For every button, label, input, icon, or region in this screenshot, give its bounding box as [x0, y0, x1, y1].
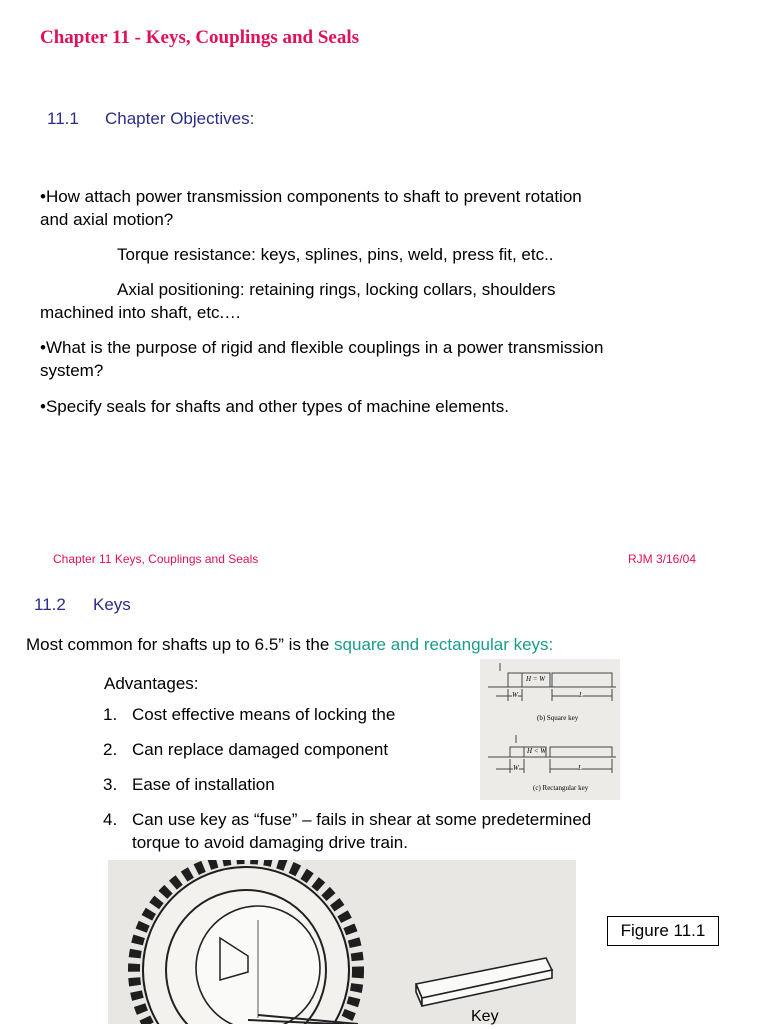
rect-key-l: L [578, 764, 582, 772]
advantage-item-3 [103, 773, 275, 796]
key-types-diagram [480, 659, 620, 800]
section-11-2-label: Keys [93, 595, 131, 614]
advantages-title: Advantages: [104, 674, 199, 693]
keys-intro-highlight: square and rectangular keys: [334, 635, 554, 654]
keys-intro-text: Most common for shafts up to 6.5” is the [26, 635, 335, 654]
gear-key-drawing [108, 860, 576, 1024]
torque-resistance-text: Torque resistance: keys, splines, pins, weld, press fit, etc.. [117, 245, 554, 264]
section-11-2-number: 11.2 [34, 595, 66, 614]
advantage-text: Cost effective means of locking the [132, 705, 396, 724]
square-key-caption: (b) Square key [537, 714, 579, 722]
axial-positioning-line-1: Axial positioning: retaining rings, locking collars, shoulders [117, 280, 556, 299]
key-types-drawing [480, 659, 620, 800]
square-key-w: W [512, 691, 518, 699]
footer-left: Chapter 11 Keys, Couplings and Seals [53, 552, 259, 566]
keys-intro [26, 633, 553, 656]
bullet-1-line-2: and axial motion? [40, 210, 174, 229]
advantage-number: 1. [103, 705, 118, 724]
advantage-text: Can replace damaged component [132, 740, 389, 759]
advantage-text: Ease of installation [132, 775, 275, 794]
square-key-dims: H = W [526, 675, 546, 683]
advantage-number: 3. [103, 775, 118, 794]
bullet-1-line-1: •How attach power transmission components to shaft to prevent rotation [40, 187, 582, 206]
gear-and-key-illustration [108, 860, 576, 1024]
footer-right: RJM 3/16/04 [628, 552, 697, 566]
chapter-title: Chapter 11 - Keys, Couplings and Seals [40, 27, 360, 48]
bullet-2-line-1: •What is the purpose of rigid and flexible couplings in a power transmission [40, 338, 604, 357]
advantage-number: 4. [103, 810, 118, 829]
square-key-l: L [579, 691, 583, 699]
axial-positioning-line-2: machined into shaft, etc.… [40, 303, 242, 322]
figure-label: Figure 11.1 [607, 916, 719, 946]
advantage-item-4-line-2: torque to avoid damaging drive train. [132, 833, 408, 852]
bullet-2-line-2: system? [40, 361, 104, 380]
advantage-number: 2. [103, 740, 118, 759]
advantage-item-1 [103, 703, 395, 726]
section-11-1-number: 11.1 [47, 109, 79, 128]
advantage-item-4 [103, 808, 591, 831]
advantage-text: Can use key as “fuse” – fails in shear at some predetermined [132, 810, 592, 829]
rect-key-caption: (c) Rectangular key [533, 784, 589, 792]
section-11-1-label: Chapter Objectives: [105, 109, 255, 128]
rect-key-w: W [513, 764, 519, 772]
rect-key-dims: H < W [527, 747, 547, 755]
advantage-item-2 [103, 738, 388, 761]
bullet-3: •Specify seals for shafts and other types of machine elements. [40, 397, 509, 416]
key-part-label: Key [471, 1008, 499, 1025]
